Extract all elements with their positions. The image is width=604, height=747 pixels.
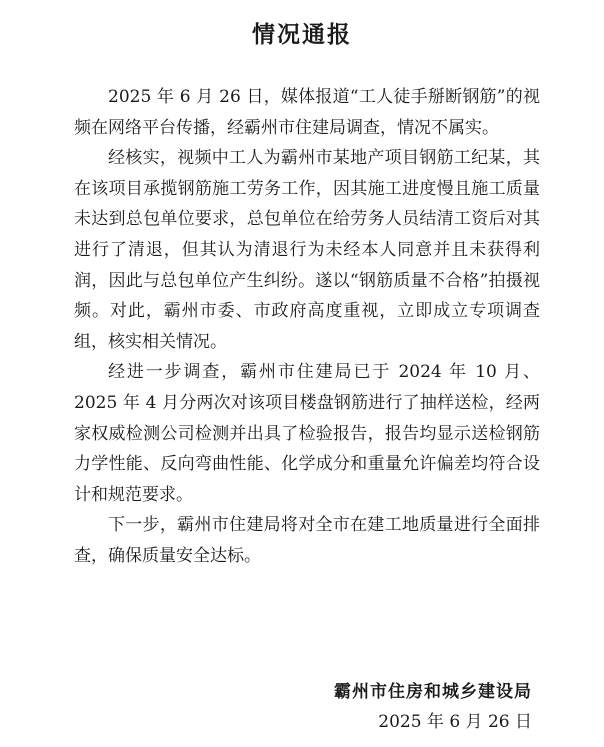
- paragraph-2: 经核实，视频中工人为霸州市某地产项目钢筋工纪某，其在该项目承揽钢筋施工劳务工作，因其施工进度慢且施工质量未达到总包单位要求，总包单位在给劳务人员结清工资后对其进行了清退，但其认为清退行为未经本人同意并且未获得利润，因此与总包单位产生纠纷。遂以“钢筋质量不合格”拍摄视频。对此，霸州市委、市政府高度重视，立即成立专项调查组，核实相关情况。: [74, 148, 540, 352]
- paragraph-3: 经进一步调查，霸州市住建局已于 2024 年 10 月、2025 年 4 月分两次对该项目楼盘钢筋进行了抽样送检，经两家权威检测公司检测并出具了检验报告，报告均显示送检钢筋力学性能、反向弯曲性能、化学成分和重量允许偏差均符合设计和规范要求。: [74, 362, 540, 505]
- paragraph-4: 下一步，霸州市住建局将对全市在建工地质量进行全面排查，确保质量安全达标。: [74, 515, 540, 566]
- signature-block: [334, 677, 532, 737]
- issue-date: 2025 年 6 月 26 日: [378, 712, 532, 732]
- paragraph-1: 2025 年 6 月 26 日，媒体报道“工人徒手掰断钢筋”的视频在网络平台传播，经霸州市住建局调查，情况不属实。: [74, 87, 540, 138]
- notice-title: 情况通报: [252, 22, 352, 48]
- issuing-organization: 霸州市住房和城乡建设局: [334, 682, 532, 702]
- notice-body: [74, 82, 540, 572]
